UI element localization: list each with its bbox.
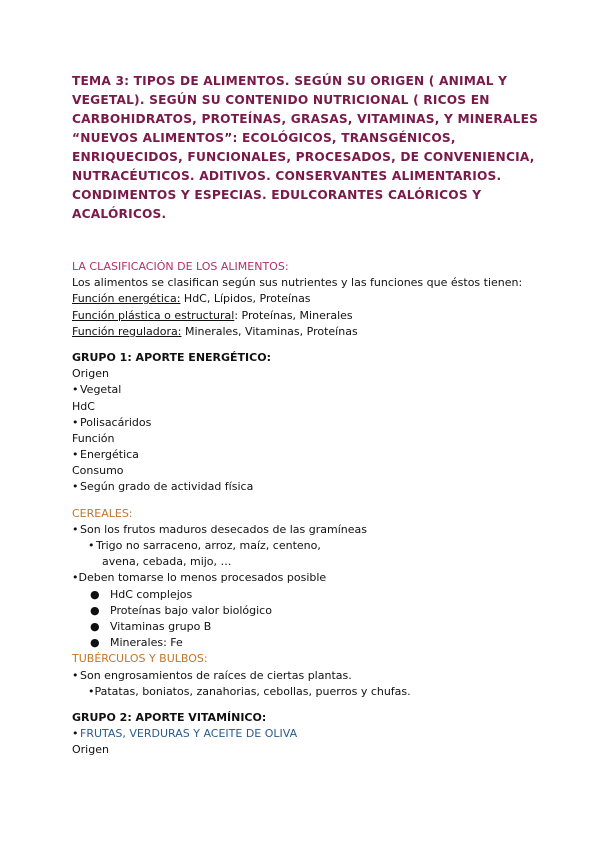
bullet-icon: • (72, 727, 79, 741)
funcion-label: Función plástica o estructural (72, 308, 235, 322)
dot-icon: ● (90, 587, 100, 601)
bullet-icon: • (72, 383, 79, 397)
list-item: • Polisacáridos (72, 415, 542, 431)
list-item: • Son los frutos maduros desecados de las gramíneas (72, 522, 542, 538)
tuberculos-ejemplos: •Patatas, boniatos, zanahorias, cebollas, puerros y chufas. (88, 684, 411, 698)
document-body (72, 259, 542, 758)
list-item: • Son engrosamientos de raíces de ciertas plantas. (72, 668, 542, 684)
title-line: NUTRACÉUTICOS. ADITIVOS. CONSERVANTES ALIMENTARIOS. (72, 169, 502, 183)
title-line: “NUEVOS ALIMENTOS”: ECOLÓGICOS, TRANSGÉNICOS, (72, 131, 456, 145)
clasificacion-intro: Los alimentos se clasifican según sus nutrientes y las funciones que éstos tienen: (72, 276, 523, 290)
funcion-reguladora (72, 324, 542, 340)
funcion-label: Función reguladora: (72, 324, 182, 338)
bullet-icon: • (72, 668, 79, 682)
list-item: ● Vitaminas grupo B (72, 619, 542, 635)
funcion-value: Minerales, Vitaminas, Proteínas (181, 324, 358, 338)
grupo1-consumo: Consumo (72, 464, 124, 478)
clasificacion-heading: LA CLASIFICACIÓN DE LOS ALIMENTOS: (72, 260, 289, 273)
bullet-icon: • (72, 480, 79, 494)
cereales-ejemplos-cont: avena, cebada, mijo, … (102, 555, 232, 569)
list-item: ● Proteínas bajo valor biológico (72, 603, 542, 619)
funcion-value: HdC, Lípidos, Proteínas (180, 292, 311, 306)
grupo2-origen: Origen (72, 743, 109, 757)
title-line: TEMA 3: TIPOS DE ALIMENTOS. SEGÚN SU ORIGEN ( ANIMAL Y (72, 74, 508, 88)
title-line: ACALÓRICOS. (72, 207, 167, 221)
bullet-icon: • (88, 539, 95, 552)
list-item: • FRUTAS, VERDURAS Y ACEITE DE OLIVA (72, 726, 542, 742)
list-item: ● Minerales: Fe (72, 635, 542, 651)
grupo1-hdc: HdC (72, 399, 95, 413)
list-item: • Trigo no sarraceno, arroz, maíz, centeno, (72, 538, 542, 554)
list-item: • Según grado de actividad física (72, 479, 542, 495)
grupo1-origen: Origen (72, 367, 109, 381)
funcion-label: Función energética: (72, 292, 181, 306)
bullet-icon: • (72, 448, 79, 462)
title-line: CARBOHIDRATOS, PROTEÍNAS, GRASAS, VITAMINAS, Y MINERALES (72, 112, 539, 126)
list-item: ● HdC complejos (72, 587, 542, 603)
title-line: VEGETAL). SEGÚN SU CONTENIDO NUTRICIONAL ( RICOS EN (72, 93, 490, 107)
dot-icon: ● (90, 636, 100, 650)
dot-icon: ● (90, 603, 100, 617)
funcion-value: : Proteínas, Minerales (234, 308, 353, 322)
tuberculos-heading: TUBÉRCULOS Y BULBOS: (72, 652, 208, 666)
list-item: • Energética (72, 447, 542, 463)
document-title (72, 72, 539, 224)
bullet-icon: • (72, 415, 79, 429)
title-line: ENRIQUECIDOS, FUNCIONALES, PROCESADOS, DE CONVENIENCIA, (72, 150, 535, 164)
grupo2-heading: GRUPO 2: APORTE VITAMÍNICO: (72, 710, 267, 724)
list-item: • Vegetal (72, 382, 542, 398)
cereales-procesados: •Deben tomarse lo menos procesados posible (72, 571, 327, 585)
grupo1-funcion: Función (72, 431, 115, 445)
dot-icon: ● (90, 619, 100, 633)
bullet-icon: • (72, 522, 79, 536)
cereales-heading: CEREALES: (72, 506, 133, 520)
funcion-energetica (72, 291, 542, 307)
grupo1-heading: GRUPO 1: APORTE ENERGÉTICO: (72, 350, 271, 364)
funcion-plastica (72, 308, 542, 324)
title-line: CONDIMENTOS Y ESPECIAS. EDULCORANTES CALÓRICOS Y (72, 188, 482, 202)
